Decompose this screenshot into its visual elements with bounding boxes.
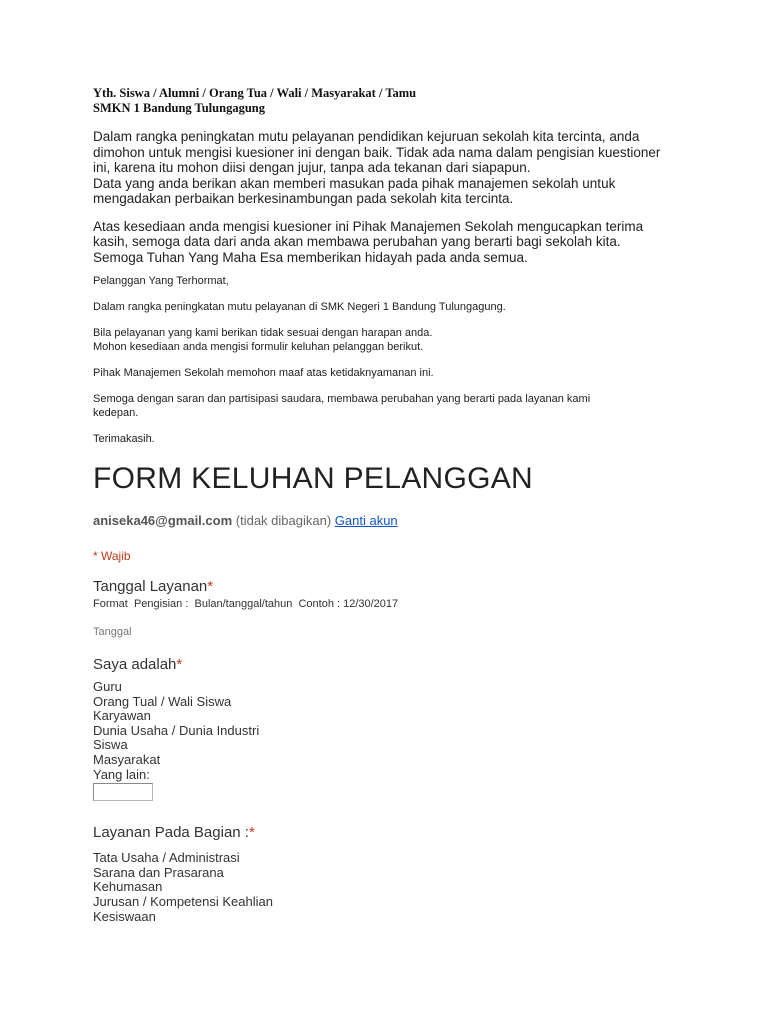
option-dunia-usaha[interactable]: Dunia Usaha / Dunia Industri xyxy=(93,722,260,738)
letter-closing: Terimakasih. xyxy=(93,433,155,445)
letter-line: kedepan. xyxy=(93,407,139,419)
letter-line: Bila pelayanan yang kami berikan tidak sesuai dengan harapan anda. xyxy=(93,327,433,339)
document-page xyxy=(93,86,683,924)
option-siswa[interactable]: Siswa xyxy=(93,737,128,753)
account-note: (tidak dibagikan) xyxy=(235,513,332,528)
question-title-text: Layanan Pada Bagian : xyxy=(93,824,249,842)
letter-paragraph-4 xyxy=(93,392,683,420)
option-karyawan[interactable]: Karyawan xyxy=(93,708,151,724)
question-title xyxy=(93,656,683,674)
option-kesiswaan[interactable]: Kesiswaan xyxy=(93,908,156,924)
account-info xyxy=(93,513,683,529)
question-title xyxy=(93,824,683,842)
option-other[interactable]: Yang lain: xyxy=(93,766,150,782)
required-note: * Wajib xyxy=(93,549,131,563)
required-star: * xyxy=(207,578,214,595)
radio-options xyxy=(93,680,683,801)
required-star: * xyxy=(176,656,183,673)
checkbox-options xyxy=(93,851,683,924)
intro-paragraph-2 xyxy=(93,219,683,266)
option-kehumasan[interactable]: Kehumasan xyxy=(93,879,163,895)
account-email: aniseka46@gmail.com xyxy=(93,513,233,528)
required-star: * xyxy=(248,824,255,842)
option-guru[interactable]: Guru xyxy=(93,679,122,694)
option-tata-usaha[interactable]: Tata Usaha / Administrasi xyxy=(93,850,240,866)
intro-line: Data yang anda berikan akan memberi masukan pada pihak manajemen sekolah untuk xyxy=(93,175,616,191)
question-title-text: Saya adalah xyxy=(93,656,177,673)
date-input[interactable]: Tanggal xyxy=(93,626,132,638)
salutation-recipients: Yth. Siswa / Alumni / Orang Tua / Wali / Masyarakat / Tamu xyxy=(93,86,417,100)
intro-line: kasih, semoga data dari anda akan membawa perubahan yang berarti bagi sekolah kita. xyxy=(93,234,621,249)
option-sarana-prasarana[interactable]: Sarana dan Prasarana xyxy=(93,864,224,880)
intro-line: Dalam rangka peningkatan mutu pelayanan pendidikan kejuruan sekolah kita tercinta, anda xyxy=(93,129,640,144)
letter-line: Mohon kesediaan anda mengisi formulir keluhan pelanggan berikut. xyxy=(93,341,424,353)
question-layanan-bagian xyxy=(93,824,683,924)
letter-paragraph-2 xyxy=(93,326,683,354)
question-help-text: Format Pengisian : Bulan/tanggal/tahun Contoh : 12/30/2017 xyxy=(93,598,399,610)
intro-line: ini, karena itu mohon diisi dengan jujur, tanpa ada tekanan dari siapapun. xyxy=(93,160,531,175)
salutation xyxy=(93,86,683,116)
intro-line: dimohon untuk mengisi kuesioner ini dengan baik. Tidak ada nama dalam pengisian kuestioner xyxy=(93,144,661,160)
option-jurusan[interactable]: Jurusan / Kompetensi Keahlian xyxy=(93,893,273,909)
question-saya-adalah xyxy=(93,656,683,801)
letter-line: Semoga dengan saran dan partisipasi saudara, membawa perubahan yang berarti pada layanan kami xyxy=(93,393,591,405)
switch-account-link[interactable]: Ganti akun xyxy=(334,513,398,528)
question-title-text: Tanggal Layanan xyxy=(93,578,208,595)
intro-paragraph-1 xyxy=(93,129,683,207)
intro-line: Atas kesediaan anda mengisi kuesioner ini Pihak Manajemen Sekolah mengucapkan terima xyxy=(93,218,644,234)
letter-paragraph-1: Dalam rangka peningkatan mutu pelayanan di SMK Negeri 1 Bandung Tulungagung. xyxy=(93,301,506,313)
intro-line: Semoga Tuhan Yang Maha Esa memberikan hidayah pada anda semua. xyxy=(93,249,528,265)
other-text-field[interactable] xyxy=(93,783,153,801)
intro-line: mengadakan perbaikan berkesinambungan pada sekolah kita tercinta. xyxy=(93,191,514,206)
option-orang-tua-wali[interactable]: Orang Tual / Wali Siswa xyxy=(93,693,232,709)
letter-greeting: Pelanggan Yang Terhormat, xyxy=(93,275,229,287)
option-masyarakat[interactable]: Masyarakat xyxy=(93,751,161,767)
salutation-school: SMKN 1 Bandung Tulungagung xyxy=(93,101,265,115)
question-title xyxy=(93,578,683,596)
letter-paragraph-3: Pihak Manajemen Sekolah memohon maaf atas ketidaknyamanan ini. xyxy=(93,367,434,379)
form-title: FORM KELUHAN PELANGGAN xyxy=(93,462,534,495)
question-tanggal-layanan xyxy=(93,578,683,639)
